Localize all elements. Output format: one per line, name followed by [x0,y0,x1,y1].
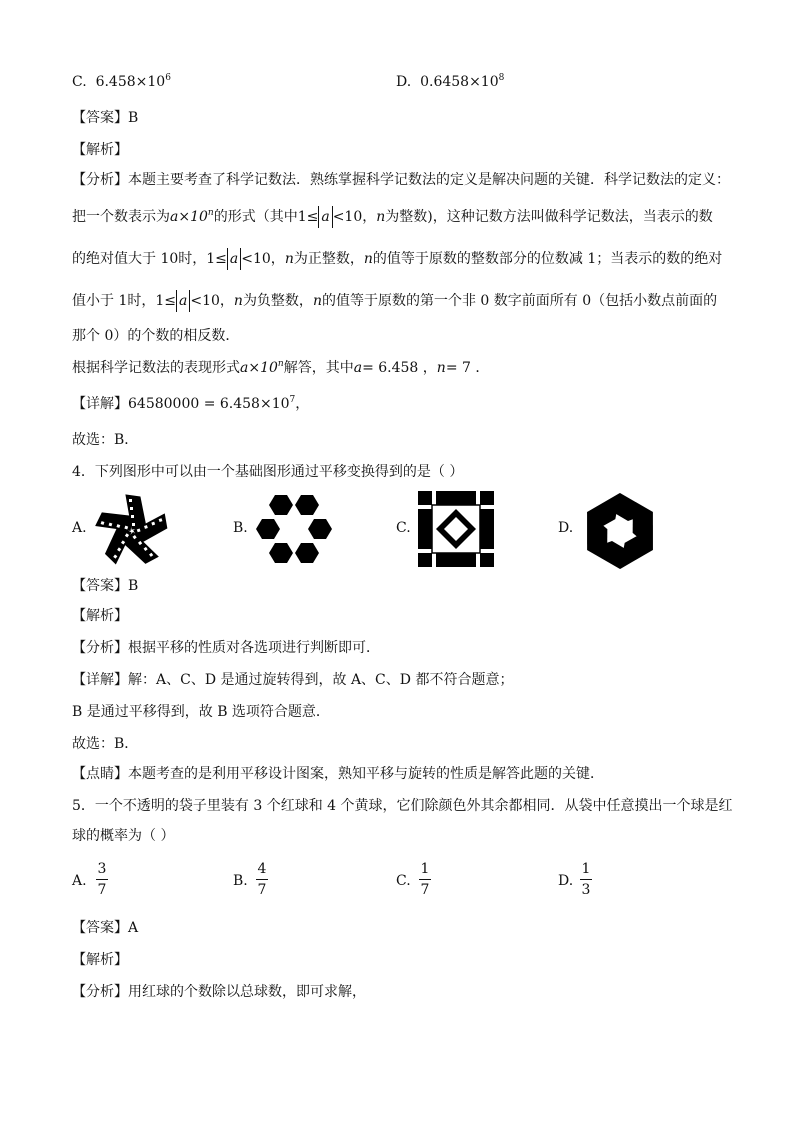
math: a×10 [240,360,278,376]
q3-option-d-value: 0.6458×10 [420,74,499,90]
q3-option-d [396,72,504,92]
text: 解答，其中 [283,360,354,376]
fraction-bar [96,879,108,880]
math-exp: n [277,359,284,369]
q4-option-a-label: A. [72,520,87,536]
text: <10， [190,293,234,309]
math: n [233,293,243,309]
text: <10， [332,209,377,225]
dianjing-tag: 【点睛】 [72,766,128,782]
abs-value: a [176,290,190,312]
q4-stem: 4．下列图形中可以由一个基础图形通过平移变换得到的是（ ） [72,464,464,480]
fraction-bar [256,879,268,880]
text: 的值等于原数的第一个非 0 数字前面所有 0（包括小数点前面的 [321,293,718,309]
answer-tag: 【答案】 [72,110,128,126]
text: 值小于 1时，1≤ [72,293,176,309]
q5-option-b-label: B. [233,873,248,889]
dianjing-text: 本题考查的是利用平移设计图案，熟知平移与旋转的性质是解答此题的关键． [128,766,604,782]
text: <10， [241,251,285,267]
fenxi-text: 根据平移的性质对各选项进行判断即可． [128,640,380,656]
math: n [284,251,294,267]
q4-answer [72,576,138,596]
fenxi-tag: 【分析】 [72,172,128,188]
denominator: 3 [581,882,591,898]
q5-option-d-label: D. [558,873,574,889]
q3-choose: 故选：B． [72,432,139,448]
fenxi-text: 用红球的个数除以总球数，即可求解， [128,984,366,1000]
q3-detail [72,394,309,414]
text: 为整数)，这种记数方法叫做科学记数法，当表示的数 [385,209,713,225]
q3-option-d-exp: 8 [498,73,505,83]
q5-answer [72,918,138,938]
q5-stem-line-2: 球的概率为（ ） [72,828,175,844]
answer-value: A [128,920,139,936]
hexagon-shutter-figure [580,491,660,571]
text: 的值等于原数的整数部分的位数减 1；当表示的数的绝对 [372,251,723,267]
math: n [312,293,322,309]
q5-option-b-fraction [256,860,268,899]
fenxi-text: 本题主要考查了科学记数法．熟练掌握科学记数法的定义是解决问题的关键．科学记数法的定义： [128,172,730,188]
q5-option-d-fraction [580,860,592,899]
text: 为正整数， [293,251,364,267]
q3-option-c-label: C. [72,74,87,90]
numerator: 1 [581,861,591,877]
math: a×10 [170,209,208,225]
q3-option-d-label: D. [396,74,412,90]
fenxi-tag: 【分析】 [72,984,128,1000]
denominator: 7 [257,882,267,898]
q3-fenxi-line-3 [72,248,722,270]
q4-option-d-label: D. [558,520,574,536]
q4-choose: 故选：B． [72,736,139,752]
numerator: 4 [257,861,267,877]
q3-option-c [72,72,171,92]
fraction-bar [419,879,431,880]
q5-option-a-fraction [96,860,108,899]
text: 把一个数表示为 [72,209,170,225]
square-diamond-figure [416,489,496,569]
q3-fenxi-line-1 [72,170,730,190]
q5-stem-line-1: 5．一个不透明的袋子里装有 3 个红球和 4 个黄球，它们除颜色外其余都相同．从袋中任意摸出一个球是红 [72,798,733,814]
math: n [436,360,446,376]
text: 为负整数， [242,293,313,309]
math: n [376,209,386,225]
detail-exp: 7 [289,395,296,405]
hexagon-ring-figure [254,491,334,571]
detail-text: 64580000 = 6.458×10 [128,396,290,412]
answer-tag: 【答案】 [72,578,128,594]
q3-option-c-value: 6.458×10 [95,74,166,90]
detail-end: ， [295,396,310,412]
math-exp: n [207,208,214,218]
detail-text: 解：A、C、D 是通过旋转得到，故 A、C、D 都不符合题意； [128,672,514,688]
numerator: 1 [420,861,430,877]
detail-tag: 【详解】 [72,396,128,412]
text: = 6.458 ， [362,360,437,376]
text: 根据科学记数法的表现形式 [72,360,240,376]
q3-basis [72,358,489,378]
q5-option-c-fraction [419,860,431,899]
numerator: 3 [97,861,107,877]
abs-value: a [227,248,241,270]
q4-dianjing [72,764,604,784]
q5-analysis-head: 【解析】 [72,952,128,968]
q4-detail-2: B 是通过平移得到，故 B 选项符合题意． [72,704,330,720]
denominator: 7 [420,882,430,898]
answer-value: B [128,110,139,126]
q3-analysis-head: 【解析】 [72,142,128,158]
q4-analysis-head: 【解析】 [72,608,128,624]
film-strip-star-figure [92,491,172,571]
q5-option-a-label: A. [72,873,87,889]
q4-option-c-label: C. [396,520,411,536]
text: 的绝对值大于 10时，1≤ [72,251,227,267]
detail-tag: 【详解】 [72,672,128,688]
q5-option-c-label: C. [396,873,411,889]
answer-tag: 【答案】 [72,920,128,936]
fraction-bar [580,879,592,880]
math: a [353,360,363,376]
abs-value: a [318,206,332,228]
q4-detail-1 [72,670,513,690]
q3-fenxi-line-2 [72,206,713,228]
answer-value: B [128,578,139,594]
text: = 7 ． [445,360,490,376]
text: 的形式（其中1≤ [213,209,319,225]
q3-fenxi-line-4 [72,290,717,312]
fenxi-tag: 【分析】 [72,640,128,656]
q4-fenxi [72,638,380,658]
denominator: 7 [97,882,107,898]
q3-option-c-exp: 6 [165,73,171,83]
q3-fenxi-line-5: 那个 0）的个数的相反数． [72,328,240,344]
q3-answer [72,108,138,128]
q5-fenxi [72,982,366,1002]
q4-option-b-label: B. [233,520,248,536]
math: n [363,251,373,267]
